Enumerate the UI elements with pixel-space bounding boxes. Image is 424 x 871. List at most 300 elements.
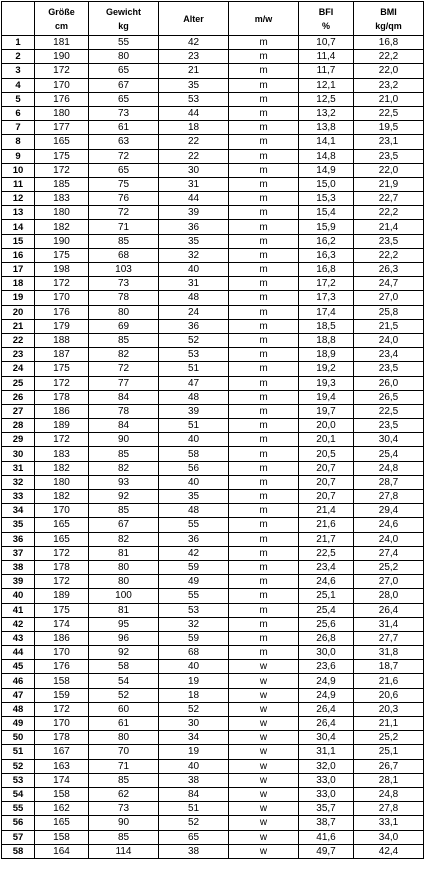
- sex-cell: m: [229, 631, 299, 645]
- header-line-1: m/w: [254, 13, 273, 24]
- row-index-cell: 13: [2, 206, 35, 220]
- bfi-cell: 16,3: [299, 248, 354, 262]
- table-row: [2, 106, 424, 120]
- height-cell: 170: [35, 646, 89, 660]
- row-index-cell: 37: [2, 546, 35, 560]
- sex-cell: m: [229, 617, 299, 631]
- bfi-cell: 33,0: [299, 787, 354, 801]
- bmi-cell: 23,4: [354, 348, 424, 362]
- row-index-cell: 12: [2, 192, 35, 206]
- row-index-cell: 49: [2, 717, 35, 731]
- table-row: [2, 759, 424, 773]
- age-cell: 39: [159, 206, 229, 220]
- sex-cell: w: [229, 674, 299, 688]
- age-cell: 38: [159, 773, 229, 787]
- age-cell: 30: [159, 163, 229, 177]
- table-row: [2, 717, 424, 731]
- bfi-cell: 26,8: [299, 631, 354, 645]
- bmi-cell: 26,0: [354, 376, 424, 390]
- weight-cell: 85: [89, 234, 159, 248]
- row-index-cell: 58: [2, 844, 35, 858]
- weight-cell: 75: [89, 177, 159, 191]
- age-cell: 19: [159, 745, 229, 759]
- table-row: [2, 348, 424, 362]
- sex-cell: m: [229, 461, 299, 475]
- bfi-cell: 24,9: [299, 674, 354, 688]
- table-row: [2, 419, 424, 433]
- bfi-cell: 15,3: [299, 192, 354, 206]
- bfi-cell: 15,9: [299, 220, 354, 234]
- weight-cell: 85: [89, 830, 159, 844]
- bfi-cell: 19,3: [299, 376, 354, 390]
- height-cell: 178: [35, 731, 89, 745]
- age-cell: 38: [159, 844, 229, 858]
- age-cell: 48: [159, 504, 229, 518]
- age-cell: 35: [159, 234, 229, 248]
- weight-cell: 65: [89, 163, 159, 177]
- height-cell: 180: [35, 475, 89, 489]
- weight-cell: 85: [89, 333, 159, 347]
- table-row: [2, 546, 424, 560]
- bmi-cell: 24,8: [354, 461, 424, 475]
- height-cell: 172: [35, 433, 89, 447]
- sex-cell: w: [229, 745, 299, 759]
- sex-cell: w: [229, 702, 299, 716]
- sex-cell: m: [229, 490, 299, 504]
- age-cell: 51: [159, 802, 229, 816]
- row-index-cell: 30: [2, 447, 35, 461]
- row-index-cell: 18: [2, 277, 35, 291]
- weight-cell: 85: [89, 773, 159, 787]
- weight-cell: 81: [89, 603, 159, 617]
- row-index-cell: 2: [2, 50, 35, 64]
- bfi-cell: 18,8: [299, 333, 354, 347]
- age-cell: 48: [159, 291, 229, 305]
- table-row: [2, 206, 424, 220]
- table-header: [2, 2, 424, 36]
- height-cell: 176: [35, 92, 89, 106]
- height-cell: 181: [35, 36, 89, 50]
- weight-cell: 72: [89, 206, 159, 220]
- weight-cell: 73: [89, 802, 159, 816]
- weight-cell: 58: [89, 660, 159, 674]
- bmi-cell: 21,4: [354, 220, 424, 234]
- age-cell: 19: [159, 674, 229, 688]
- weight-cell: 65: [89, 92, 159, 106]
- height-cell: 176: [35, 305, 89, 319]
- bmi-cell: 20,6: [354, 688, 424, 702]
- bmi-cell: 24,8: [354, 787, 424, 801]
- age-cell: 52: [159, 816, 229, 830]
- row-index-cell: 51: [2, 745, 35, 759]
- row-index-cell: 46: [2, 674, 35, 688]
- weight-cell: 96: [89, 631, 159, 645]
- height-cell: 180: [35, 106, 89, 120]
- height-cell: 190: [35, 50, 89, 64]
- row-index-cell: 26: [2, 390, 35, 404]
- weight-cell: 82: [89, 348, 159, 362]
- row-index-cell: 3: [2, 64, 35, 78]
- sex-cell: m: [229, 433, 299, 447]
- table-row: [2, 532, 424, 546]
- table-row: [2, 773, 424, 787]
- weight-cell: 73: [89, 277, 159, 291]
- header-line-1: BMI: [380, 6, 397, 17]
- height-cell: 180: [35, 206, 89, 220]
- age-cell: 36: [159, 220, 229, 234]
- table-row: [2, 646, 424, 660]
- bmi-cell: 23,5: [354, 149, 424, 163]
- header-cell-bmi: [354, 2, 424, 36]
- row-index-cell: 36: [2, 532, 35, 546]
- bfi-cell: 19,7: [299, 404, 354, 418]
- height-cell: 176: [35, 660, 89, 674]
- bmi-cell: 22,2: [354, 206, 424, 220]
- table-row: [2, 192, 424, 206]
- header-line-1: Alter: [183, 13, 204, 24]
- header-line-1: Gewicht: [105, 6, 141, 17]
- height-cell: 182: [35, 461, 89, 475]
- bmi-cell: 27,8: [354, 802, 424, 816]
- bmi-cell: 25,4: [354, 447, 424, 461]
- row-index-cell: 10: [2, 163, 35, 177]
- height-cell: 179: [35, 319, 89, 333]
- table-row: [2, 50, 424, 64]
- height-cell: 186: [35, 404, 89, 418]
- table-row: [2, 802, 424, 816]
- sex-cell: m: [229, 362, 299, 376]
- bfi-cell: 20,7: [299, 490, 354, 504]
- weight-cell: 77: [89, 376, 159, 390]
- weight-cell: 80: [89, 305, 159, 319]
- bmi-cell: 23,5: [354, 362, 424, 376]
- height-cell: 190: [35, 234, 89, 248]
- age-cell: 53: [159, 348, 229, 362]
- bmi-cell: 22,2: [354, 248, 424, 262]
- table-row: [2, 617, 424, 631]
- table-row: [2, 135, 424, 149]
- header-line-2: %: [321, 20, 330, 31]
- table-row: [2, 674, 424, 688]
- bmi-cell: 21,0: [354, 92, 424, 106]
- weight-cell: 92: [89, 646, 159, 660]
- bfi-cell: 38,7: [299, 816, 354, 830]
- age-cell: 47: [159, 376, 229, 390]
- sex-cell: m: [229, 291, 299, 305]
- row-index-cell: 6: [2, 106, 35, 120]
- age-cell: 51: [159, 362, 229, 376]
- bmi-cell: 29,4: [354, 504, 424, 518]
- height-cell: 185: [35, 177, 89, 191]
- sex-cell: m: [229, 504, 299, 518]
- table-row: [2, 92, 424, 106]
- table-row: [2, 163, 424, 177]
- height-cell: 174: [35, 773, 89, 787]
- height-cell: 172: [35, 277, 89, 291]
- bmi-cell: 28,0: [354, 589, 424, 603]
- height-cell: 175: [35, 149, 89, 163]
- header-cell-weight: [89, 2, 159, 36]
- bfi-cell: 22,5: [299, 546, 354, 560]
- height-cell: 175: [35, 362, 89, 376]
- bfi-cell: 25,1: [299, 589, 354, 603]
- row-index-cell: 27: [2, 404, 35, 418]
- table-row: [2, 631, 424, 645]
- table-row: [2, 376, 424, 390]
- age-cell: 53: [159, 603, 229, 617]
- row-index-cell: 33: [2, 490, 35, 504]
- sex-cell: w: [229, 802, 299, 816]
- header-line-2: kg: [118, 20, 129, 31]
- bmi-cell: 27,8: [354, 490, 424, 504]
- row-index-cell: 43: [2, 631, 35, 645]
- height-cell: 172: [35, 64, 89, 78]
- weight-cell: 90: [89, 816, 159, 830]
- sex-cell: w: [229, 660, 299, 674]
- sex-cell: m: [229, 106, 299, 120]
- age-cell: 55: [159, 589, 229, 603]
- row-index-cell: 17: [2, 263, 35, 277]
- weight-cell: 84: [89, 419, 159, 433]
- bfi-cell: 14,8: [299, 149, 354, 163]
- age-cell: 40: [159, 263, 229, 277]
- bfi-cell: 19,4: [299, 390, 354, 404]
- table-row: [2, 461, 424, 475]
- bfi-cell: 25,6: [299, 617, 354, 631]
- height-cell: 159: [35, 688, 89, 702]
- bmi-cell: 25,2: [354, 731, 424, 745]
- height-cell: 187: [35, 348, 89, 362]
- header-cell-age: [159, 2, 229, 36]
- weight-cell: 100: [89, 589, 159, 603]
- table-row: [2, 830, 424, 844]
- bfi-cell: 17,2: [299, 277, 354, 291]
- height-cell: 198: [35, 263, 89, 277]
- age-cell: 53: [159, 92, 229, 106]
- age-cell: 40: [159, 433, 229, 447]
- row-index-cell: 42: [2, 617, 35, 631]
- table-row: [2, 319, 424, 333]
- row-index-cell: 24: [2, 362, 35, 376]
- height-cell: 165: [35, 816, 89, 830]
- height-cell: 158: [35, 830, 89, 844]
- table-row: [2, 78, 424, 92]
- bfi-cell: 20,7: [299, 475, 354, 489]
- weight-cell: 95: [89, 617, 159, 631]
- age-cell: 40: [159, 759, 229, 773]
- table-row: [2, 234, 424, 248]
- bmi-cell: 23,5: [354, 234, 424, 248]
- sex-cell: m: [229, 50, 299, 64]
- age-cell: 40: [159, 660, 229, 674]
- sex-cell: m: [229, 92, 299, 106]
- weight-cell: 80: [89, 50, 159, 64]
- table-row: [2, 575, 424, 589]
- sex-cell: m: [229, 149, 299, 163]
- header-line-2: cm: [54, 20, 68, 31]
- bmi-cell: 28,1: [354, 773, 424, 787]
- table-row: [2, 745, 424, 759]
- weight-cell: 103: [89, 263, 159, 277]
- table-row: [2, 404, 424, 418]
- bmi-cell: 20,3: [354, 702, 424, 716]
- table-row: [2, 220, 424, 234]
- bfi-cell: 13,2: [299, 106, 354, 120]
- bmi-cell: 24,7: [354, 277, 424, 291]
- height-cell: 183: [35, 447, 89, 461]
- table-row: [2, 787, 424, 801]
- row-index-cell: 31: [2, 461, 35, 475]
- age-cell: 48: [159, 390, 229, 404]
- table-row: [2, 291, 424, 305]
- age-cell: 55: [159, 518, 229, 532]
- table-row: [2, 121, 424, 135]
- age-cell: 56: [159, 461, 229, 475]
- bfi-cell: 18,5: [299, 319, 354, 333]
- table-row: [2, 504, 424, 518]
- header-line-1: Größe: [48, 6, 75, 17]
- bfi-cell: 32,0: [299, 759, 354, 773]
- weight-cell: 52: [89, 688, 159, 702]
- row-index-cell: 47: [2, 688, 35, 702]
- weight-cell: 67: [89, 78, 159, 92]
- row-index-cell: 23: [2, 348, 35, 362]
- bmi-cell: 26,5: [354, 390, 424, 404]
- sex-cell: m: [229, 135, 299, 149]
- bfi-cell: 15,0: [299, 177, 354, 191]
- row-index-cell: 4: [2, 78, 35, 92]
- sex-cell: m: [229, 220, 299, 234]
- age-cell: 35: [159, 490, 229, 504]
- weight-cell: 69: [89, 319, 159, 333]
- sex-cell: w: [229, 816, 299, 830]
- bfi-cell: 23,4: [299, 560, 354, 574]
- weight-cell: 82: [89, 532, 159, 546]
- weight-cell: 80: [89, 575, 159, 589]
- sex-cell: w: [229, 731, 299, 745]
- sex-cell: m: [229, 518, 299, 532]
- row-index-cell: 7: [2, 121, 35, 135]
- row-index-cell: 21: [2, 319, 35, 333]
- sex-cell: w: [229, 844, 299, 858]
- header-cell-sex: [229, 2, 299, 36]
- sex-cell: m: [229, 603, 299, 617]
- age-cell: 44: [159, 106, 229, 120]
- bfi-cell: 35,7: [299, 802, 354, 816]
- bmi-cell: 24,0: [354, 532, 424, 546]
- row-index-cell: 14: [2, 220, 35, 234]
- bmi-cell: 31,4: [354, 617, 424, 631]
- sex-cell: w: [229, 830, 299, 844]
- table-row: [2, 248, 424, 262]
- bfi-cell: 11,7: [299, 64, 354, 78]
- row-index-cell: 39: [2, 575, 35, 589]
- bmi-cell: 24,0: [354, 333, 424, 347]
- bfi-cell: 16,2: [299, 234, 354, 248]
- bfi-cell: 19,2: [299, 362, 354, 376]
- age-cell: 84: [159, 787, 229, 801]
- bfi-cell: 13,8: [299, 121, 354, 135]
- table-row: [2, 305, 424, 319]
- bfi-cell: 12,5: [299, 92, 354, 106]
- bmi-cell: 34,0: [354, 830, 424, 844]
- weight-cell: 85: [89, 504, 159, 518]
- bmi-cell: 26,4: [354, 603, 424, 617]
- bfi-cell: 20,1: [299, 433, 354, 447]
- table-row: [2, 362, 424, 376]
- weight-cell: 65: [89, 64, 159, 78]
- header-line-1: BFI: [318, 6, 334, 17]
- table-row: [2, 149, 424, 163]
- bfi-cell: 20,0: [299, 419, 354, 433]
- height-cell: 172: [35, 702, 89, 716]
- bmi-cell: 22,5: [354, 106, 424, 120]
- bfi-cell: 23,6: [299, 660, 354, 674]
- row-index-cell: 28: [2, 419, 35, 433]
- table-row: [2, 447, 424, 461]
- row-index-cell: 44: [2, 646, 35, 660]
- sex-cell: m: [229, 319, 299, 333]
- height-cell: 182: [35, 220, 89, 234]
- row-index-cell: 55: [2, 802, 35, 816]
- age-cell: 59: [159, 631, 229, 645]
- weight-cell: 71: [89, 759, 159, 773]
- weight-cell: 68: [89, 248, 159, 262]
- row-index-cell: 34: [2, 504, 35, 518]
- sex-cell: m: [229, 333, 299, 347]
- table-row: [2, 490, 424, 504]
- bmi-cell: 21,1: [354, 717, 424, 731]
- row-index-cell: 1: [2, 36, 35, 50]
- weight-cell: 80: [89, 560, 159, 574]
- bfi-cell: 30,4: [299, 731, 354, 745]
- table-row: [2, 390, 424, 404]
- bmi-cell: 24,6: [354, 518, 424, 532]
- sex-cell: m: [229, 376, 299, 390]
- bmi-cell: 27,4: [354, 546, 424, 560]
- weight-cell: 81: [89, 546, 159, 560]
- age-cell: 32: [159, 248, 229, 262]
- table-row: [2, 731, 424, 745]
- row-index-cell: 11: [2, 177, 35, 191]
- table-row: [2, 660, 424, 674]
- row-index-cell: 53: [2, 773, 35, 787]
- bmi-cell: 18,7: [354, 660, 424, 674]
- age-cell: 22: [159, 135, 229, 149]
- height-cell: 186: [35, 631, 89, 645]
- bmi-cell: 25,8: [354, 305, 424, 319]
- row-index-cell: 41: [2, 603, 35, 617]
- height-cell: 170: [35, 717, 89, 731]
- row-index-cell: 9: [2, 149, 35, 163]
- sex-cell: m: [229, 305, 299, 319]
- header-cell-height: [35, 2, 89, 36]
- table-row: [2, 263, 424, 277]
- row-index-cell: 48: [2, 702, 35, 716]
- bfi-cell: 15,4: [299, 206, 354, 220]
- sex-cell: m: [229, 78, 299, 92]
- height-cell: 177: [35, 121, 89, 135]
- sex-cell: m: [229, 404, 299, 418]
- age-cell: 18: [159, 688, 229, 702]
- height-cell: 172: [35, 376, 89, 390]
- sex-cell: m: [229, 206, 299, 220]
- weight-cell: 71: [89, 220, 159, 234]
- weight-cell: 60: [89, 702, 159, 716]
- row-index-cell: 45: [2, 660, 35, 674]
- bmi-cell: 30,4: [354, 433, 424, 447]
- table-row: [2, 475, 424, 489]
